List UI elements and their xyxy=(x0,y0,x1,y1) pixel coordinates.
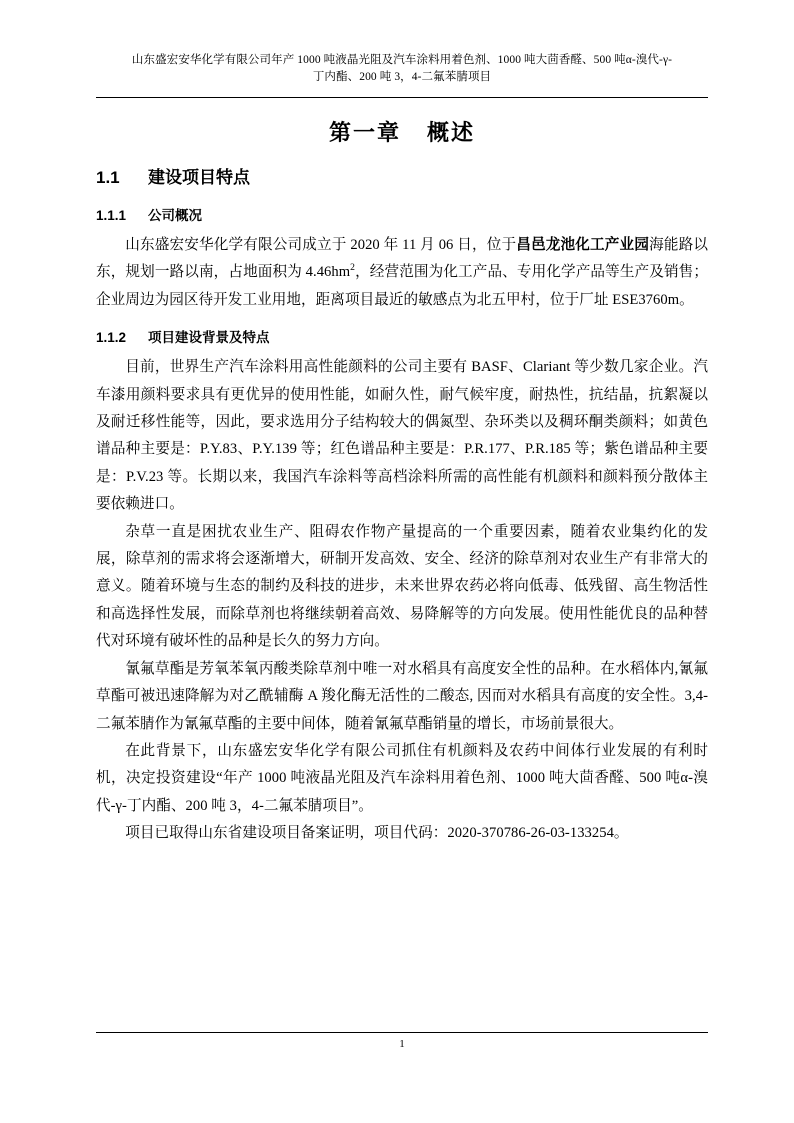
heading-1-1 xyxy=(96,164,708,192)
paragraph-background-1: 目前，世界生产汽车涂料用高性能颜料的公司主要有 BASF、Clariant 等少数几家企业。汽车漆用颜料要求具有更优异的使用性能，如耐久性，耐气候牢度，耐热性，抗结晶，抗絮凝以及耐迁移性能等，因此，要求选用分子结构较大的偶氮型、杂环类以及稠环酮类颜料；如黄色谱品种主要是：P.Y.83、P.Y.139 等；红色谱品种主要是：P.R.177、P.R.185 等；紫色谱品种主要是：P.V.23 等。长期以来，我国汽车涂料等高档涂料所需的高性能有机颜料和颜料预分散体主要依赖进口。 xyxy=(96,359,708,513)
heading-1-1-number: 1.1 xyxy=(96,168,120,187)
footer-divider xyxy=(96,1032,708,1033)
chapter-name: 概述 xyxy=(427,120,476,145)
header-divider xyxy=(96,97,708,98)
company-overview-lead: 山东盛宏安华化学有限公司成立于 2020 年 11 月 06 日，位于 xyxy=(125,237,517,253)
company-overview-tail-a: 海能路以东，规划一路以南，占地面积为 4.46hm xyxy=(96,237,709,281)
company-overview-park-name: 昌邑龙池化工产业园 xyxy=(516,237,650,253)
heading-1-1-title: 建设项目特点 xyxy=(148,168,250,187)
paragraph-company-overview xyxy=(96,232,708,314)
chapter-title xyxy=(96,116,708,150)
area-unit-superscript: 2 xyxy=(350,262,356,274)
paragraph-background-2: 杂草一直是困扰农业生产、阻碍农作物产量提高的一个重要因素，随着农业集约化的发展，除草剂的需求将会逐渐增大，研制开发高效、安全、经济的除草剂对农业生产有非常大的意义。随着环境与生态的制约及科技的进步，未来世界农药必将向低毒、低残留、高生物活性和高选择性发展，而除草剂也将继续朝着高效、易降解等的方向发展。使用性能优良的品种替代对环境有破坏性的品种是长久的努力方向。 xyxy=(96,523,708,650)
page-number: 1 xyxy=(399,1038,405,1050)
paragraph-background-5: 项目已取得山东省建设项目备案证明，项目代码：2020-370786-26-03-133254。 xyxy=(125,825,629,842)
heading-1-1-2 xyxy=(96,326,708,350)
heading-1-1-1-title: 公司概况 xyxy=(148,208,202,223)
header-line-2: 丁内酯、200 吨 3，4-二氟苯腈项目 xyxy=(312,71,492,83)
paragraph-background-4: 在此背景下，山东盛宏安华化学有限公司抓住有机颜料及农药中间体行业发展的有利时机，决定投资建设“年产 1000 吨液晶光阻及汽车涂料用着色剂、1000 吨大茴香醛、500 吨α-溴代-γ-丁内酯、200 吨 3，4-二氟苯腈项目”。 xyxy=(96,742,708,814)
heading-1-1-1-number: 1.1.1 xyxy=(96,208,127,223)
document-body xyxy=(96,108,708,848)
page-header xyxy=(96,52,708,86)
heading-1-1-1 xyxy=(96,204,708,228)
header-line-1: 山东盛宏安华化学有限公司年产 1000 吨液晶光阻及汽车涂料用着色剂、1000 吨大茴香醛、500 吨α-溴代-γ- xyxy=(131,54,673,66)
paragraph-background-3: 氰氟草酯是芳氧苯氧丙酸类除草剂中唯一对水稻具有高度安全性的品种。在水稻体内,氰氟草酯可被迅速降解为对乙酰辅酶 A 羧化酶无活性的二酸态, 因而对水稻具有高度的安全性。3,4-二氟苯腈作为氰氟草酯的主要中间体，随着氰氟草酯销量的增长，市场前景很大。 xyxy=(96,660,708,732)
company-overview-tail-b: ，经营范围为化工产品、专用化学产品等生产及销售；企业周边为园区待开发工业用地，距离项目最近的敏感点为北五甲村，位于厂址 ESE3760m。 xyxy=(96,264,709,308)
heading-1-1-2-title: 项目建设背景及特点 xyxy=(148,330,270,346)
heading-1-1-2-number: 1.1.2 xyxy=(96,330,127,346)
chapter-label: 第一章 xyxy=(328,120,401,145)
